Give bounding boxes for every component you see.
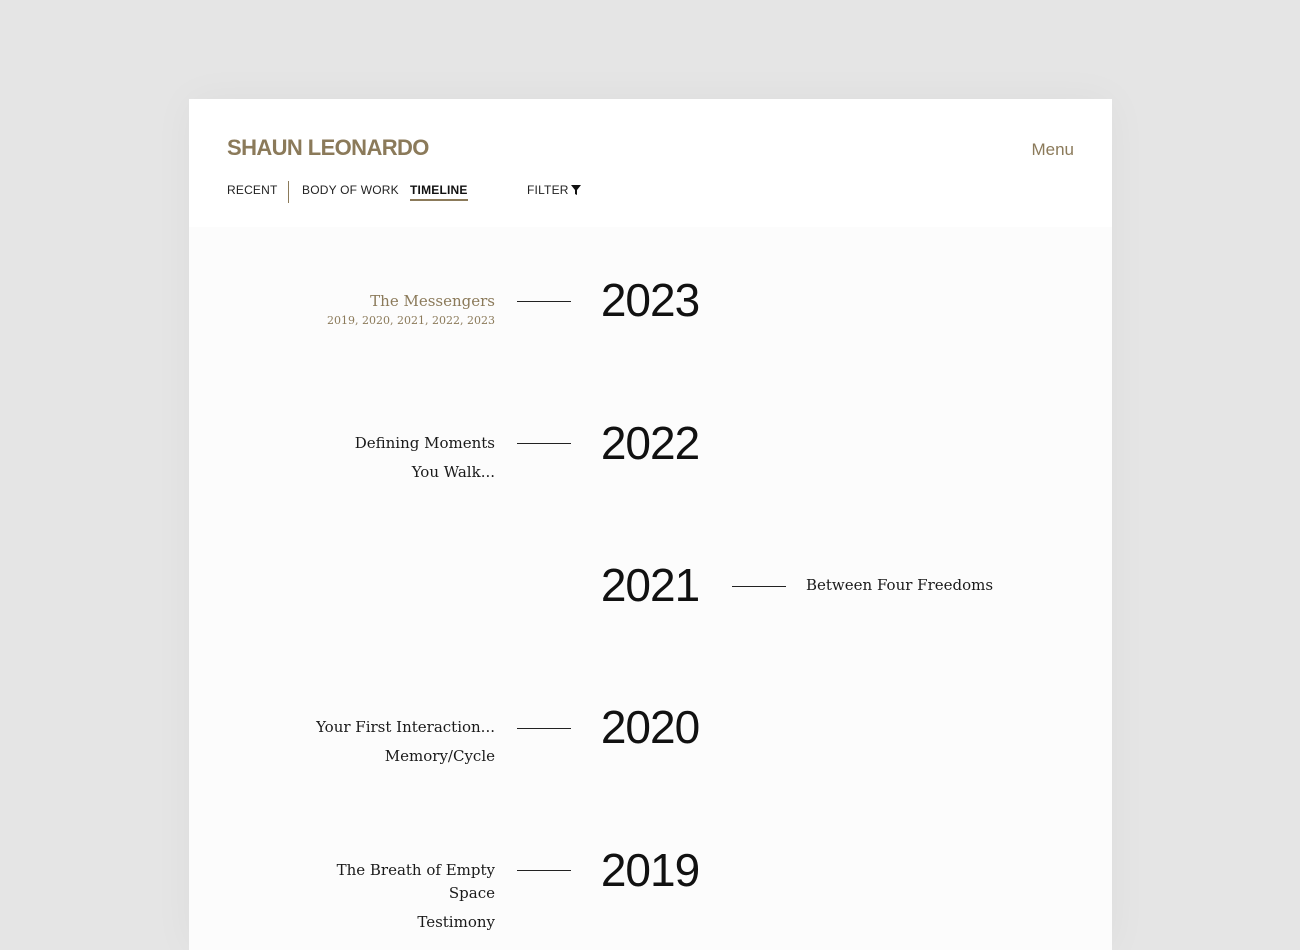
site-header [189,99,1112,227]
year-heading-2019: 2019 [600,844,700,896]
project-link[interactable]: You Walk... [411,463,495,481]
project-link[interactable]: Memory/Cycle [384,747,495,765]
project-link[interactable]: Your First Interaction... [316,718,495,736]
menu-button[interactable]: Menu [1031,140,1074,159]
nav-divider [288,181,289,203]
timeline-connector [732,586,786,587]
nav-item-body-of-work[interactable]: BODY OF WORK [302,183,399,197]
year-2021-projects [806,574,1066,603]
year-2020-projects [255,716,495,774]
year-2022-projects [255,432,495,490]
year-2019-projects [320,859,495,940]
year-heading-2020: 2020 [600,701,700,753]
project-link[interactable]: Testimony [417,913,495,931]
filter-label: FILTER [527,183,569,197]
project-link[interactable]: Defining Moments [354,434,495,452]
timeline-connector [517,301,571,302]
year-heading-2023: 2023 [600,274,700,326]
year-2023-projects [255,290,495,329]
timeline [189,227,1112,950]
project-link[interactable]: The Messengers [370,292,495,310]
page-card [189,99,1112,950]
timeline-connector [517,728,571,729]
project-link[interactable]: Between Four Freedoms [806,576,994,594]
timeline-connector [517,443,571,444]
year-heading-2021: 2021 [600,559,700,611]
timeline-connector [517,870,571,871]
filter-button[interactable] [527,183,581,197]
year-heading-2022: 2022 [600,417,700,469]
site-logo[interactable]: SHAUN LEONARDO [227,135,429,160]
project-link[interactable]: The Breath of Empty Space [336,861,495,902]
nav-item-recent[interactable]: RECENT [227,183,278,197]
project-years: 2019, 2020, 2021, 2022, 2023 [327,314,495,327]
nav-item-timeline[interactable]: TIMELINE [410,183,468,201]
funnel-icon [571,185,581,195]
